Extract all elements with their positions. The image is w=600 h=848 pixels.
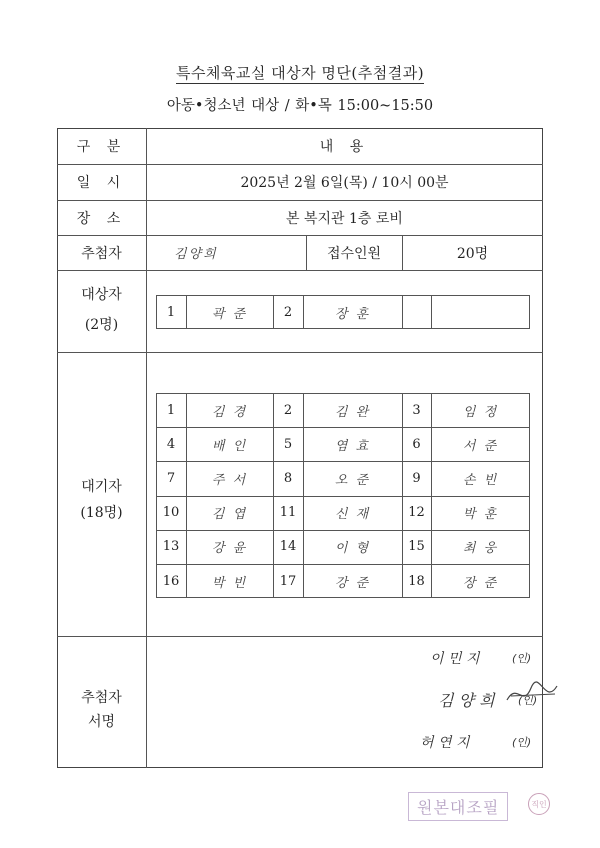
signature-label: 서명 [87,714,116,730]
waiting-no: 17 [279,573,297,589]
signature-mark: (인) [512,736,532,749]
waiting-name: 오 준 [334,472,371,488]
waiting-name: 박 빈 [211,575,248,591]
waiting-name: 박 훈 [462,507,499,523]
row-divider [57,636,543,637]
selected-no: 1 [166,304,176,320]
place-value: 본 복지관 1층 로비 [286,210,403,227]
signature-label: 추첨자 [81,690,122,706]
waiting-name: 최 웅 [462,541,499,557]
waiting-name: 강 준 [334,575,371,591]
document-title: 특수체육교실 대상자 명단(추첨결과) [175,64,425,82]
waiting-name: 김 엽 [211,507,248,523]
signature-scribble [505,680,560,710]
waiting-name: 이 형 [334,541,371,557]
signature-mark: (인) [518,694,538,707]
waiting-no: 13 [162,539,180,555]
waiting-name: 손 빈 [462,472,499,488]
header-content: 내 용 [319,139,370,155]
waiting-no: 6 [412,436,421,452]
selected-label: 대상자 [81,287,122,303]
seal-icon: 직인 [528,793,550,815]
count-label: 접수인원 [326,245,382,262]
waiting-name: 강 윤 [211,541,248,557]
waiting-name: 신 재 [334,507,371,523]
waiting-no: 8 [283,470,293,486]
waiting-no: 12 [408,505,425,521]
signature-name: 김 양 희 [438,691,495,710]
certified-copy-stamp: 원본대조필 [408,792,508,821]
waiting-no: 10 [162,505,180,521]
waiting-no: 1 [166,402,176,418]
waiting-no: 3 [412,402,421,418]
waiting-no: 7 [166,470,176,486]
waiting-no: 16 [162,573,180,589]
signature-mark: (인) [512,652,532,665]
waiting-no: 18 [408,573,425,589]
date-label: 일 시 [76,175,127,191]
waiting-name: 배 인 [211,438,248,454]
waiting-no: 9 [412,470,421,486]
waiting-name: 김 완 [334,404,371,420]
selected-name: 장 훈 [334,306,371,322]
waiting-name: 김 경 [211,404,248,420]
waiting-name: 염 효 [334,438,371,454]
waiting-label: 대기자 [81,479,122,495]
waiting-no: 5 [283,436,293,452]
date-value: 2025년 2월 6일(목) / 10시 00분 [240,175,449,191]
waiting-name: 주 서 [211,472,248,488]
selected-name: 곽 준 [211,306,248,322]
header-category: 구 분 [76,139,127,155]
selected-name [431,295,530,329]
waiting-count: (18명) [80,505,123,521]
waiting-no: 2 [283,402,293,418]
document-subtitle: 아동•청소년 대상 / 화•목 15:00~15:50 [166,98,434,114]
drawer-label: 추첨자 [81,245,122,262]
waiting-no: 15 [408,539,425,555]
waiting-no: 4 [166,436,176,452]
drawer-name: 김양희 [174,247,218,262]
signature-name: 이 민 지 [430,651,480,667]
selected-count: (2명) [84,317,119,333]
waiting-name: 임 정 [462,404,499,420]
selected-no: 2 [283,304,293,320]
waiting-no: 11 [279,505,297,521]
waiting-no: 14 [279,539,297,555]
signature-name: 허 연 지 [420,735,470,751]
waiting-name: 장 준 [462,575,499,591]
waiting-name: 서 준 [462,438,499,454]
count-value: 20명 [456,245,489,262]
place-label: 장 소 [76,210,127,227]
row-divider [57,352,543,353]
selected-no [402,295,431,329]
row-divider [57,270,543,271]
